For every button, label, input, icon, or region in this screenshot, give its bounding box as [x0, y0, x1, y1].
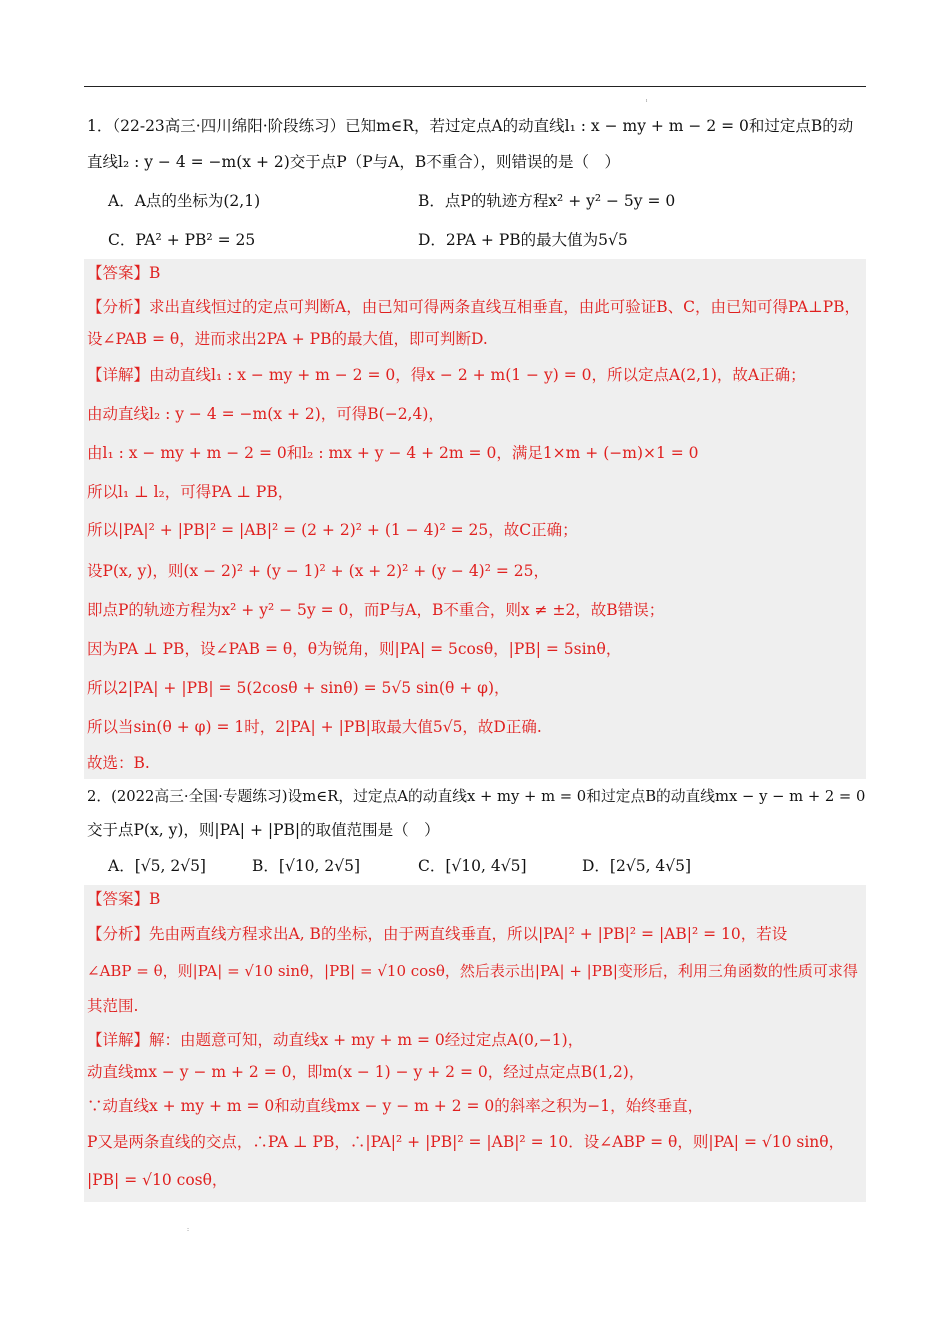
q2-detail-line5: |PB| = √10 cosθ， [87, 1171, 228, 1189]
q2-option-d: D．[2√5, 4√5] [582, 857, 692, 875]
q1-choose: 故选：B. [87, 754, 150, 772]
q1-detail-line5: 所以|PA|² + |PB|² = |AB|² = (2 + 2)² + (1 − 4)² = 25，故C正确； [87, 521, 578, 539]
q1-answer: 【答案】B [87, 264, 161, 282]
q2-detail-line4: P又是两条直线的交点，∴PA ⊥ PB，∴|PA|² + |PB|² = |AB|² = 10．设∠ABP = θ，则|PA| = √10 sinθ， [87, 1133, 845, 1151]
q1-analysis-line1: 【分析】求出直线恒过的定点可判断A，由已知可得两条直线互相垂直，由此可验证B、C，由已知可得PA⊥PB， [87, 298, 861, 316]
q1-analysis-line2: 设∠PAB = θ，进而求出2PA + PB的最大值，即可判断D. [87, 330, 488, 348]
q1-detail-line4: 所以l₁ ⊥ l₂，可得PA ⊥ PB， [87, 483, 294, 501]
q2-answer: 【答案】B [87, 890, 161, 908]
q1-detail-line9: 所以2|PA| + |PB| = 5(2cosθ + sinθ) = 5√5 sin(θ + φ)， [87, 679, 510, 697]
q2-detail-line3: ∵动直线x + my + m = 0和动直线mx − y − m + 2 = 0的斜率之积为−1，始终垂直， [87, 1097, 704, 1115]
q1-detail-line1: 【详解】由动直线l₁ : x − my + m − 2 = 0，得x − 2 + m(1 − y) = 0，所以定点A(2,1)，故A正确； [87, 366, 806, 384]
q1-detail-line10: 所以当sin(θ + φ) = 1时，2|PA| + |PB|取最大值5√5，故D正确. [87, 718, 542, 736]
q1-option-b: B．点P的轨迹方程x² + y² − 5y = 0 [418, 192, 676, 210]
scan-mark-bottom: : [187, 1226, 190, 1233]
q1-detail-line2: 由动直线l₂ : y − 4 = −m(x + 2)，可得B(−2,4)， [87, 405, 444, 423]
q1-stem-line1: 1．（22-23高三·四川绵阳·阶段练习）已知m∈R，若过定点A的动直线l₁ : x − my + m − 2 = 0和过定点B的动 [87, 117, 854, 135]
q1-detail-line8: 因为PA ⊥ PB，设∠PAB = θ，θ为锐角，则|PA| = 5cosθ，|PB| = 5sinθ， [87, 640, 622, 658]
q2-detail-line2: 动直线mx − y − m + 2 = 0，即m(x − 1) − y + 2 = 0，经过点定点B(1,2)， [87, 1063, 645, 1081]
q2-analysis-line2: ∠ABP = θ，则|PA| = √10 sinθ，|PB| = √10 cosθ，然后表示出|PA| + |PB|变形后，利用三角函数的性质可求得 [87, 962, 858, 980]
q1-detail-line6: 设P(x, y)，则(x − 2)² + (y − 1)² + (x + 2)² + (y − 4)² = 25， [87, 562, 550, 580]
q1-detail-line3: 由l₁ : x − my + m − 2 = 0和l₂ : mx + y − 4 + 2m = 0，满足1×m + (−m)×1 = 0 [87, 444, 699, 462]
q2-option-b: B．[√10, 2√5] [252, 857, 361, 875]
scan-mark: ˡ [646, 99, 648, 106]
q1-option-d: D．2PA + PB的最大值为5√5 [418, 231, 628, 249]
top-rule [84, 86, 866, 87]
q1-option-a: A．A点的坐标为(2,1) [108, 192, 261, 210]
q2-detail-line1: 【详解】解：由题意可知，动直线x + my + m = 0经过定点A(0,−1)， [87, 1031, 584, 1049]
q2-stem-line1: 2．(2022高三·全国·专题练习)设m∈R，过定点A的动直线x + my + m = 0和过定点B的动直线mx − y − m + 2 = 0 [87, 788, 866, 805]
q1-detail-line7: 即点P的轨迹方程为x² + y² − 5y = 0，而P与A，B不重合，则x ≠ ±2，故B错误； [87, 601, 665, 619]
q2-option-c: C．[√10, 4√5] [418, 857, 527, 875]
q2-analysis-line3: 其范围. [87, 997, 139, 1015]
q2-analysis-line1: 【分析】先由两直线方程求出A, B的坐标，由于两直线垂直，所以|PA|² + |PB|² = |AB|² = 10，若设 [87, 925, 788, 943]
q2-stem-line2: 交于点P(x, y)，则|PA| + |PB|的取值范围是（ ） [87, 821, 440, 839]
q2-option-a: A．[√5, 2√5] [108, 857, 206, 875]
q1-option-c: C．PA² + PB² = 25 [108, 231, 256, 249]
q1-stem-line2: 直线l₂ : y − 4 = −m(x + 2)交于点P（P与A，B不重合），则错误的是（ ） [87, 153, 620, 171]
